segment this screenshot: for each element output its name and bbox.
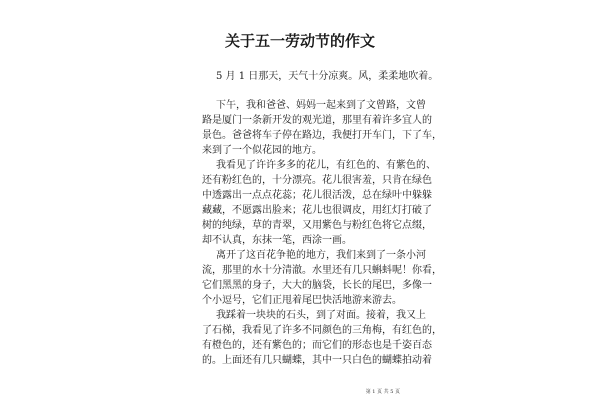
paragraph-line: 树的纯绿，草的青翠，又用紫色与粉红色将它点缀， <box>202 220 432 231</box>
paragraph-line: 下午，我和爸爸、妈妈一起来到了文曾路，文曾 <box>216 100 426 111</box>
paragraph-line: 个小逗号，它们正甩着尾巴快活地游来游去。 <box>202 295 402 306</box>
document-title: 关于五一劳动节的作文 <box>224 32 375 50</box>
paragraph-line: 中透露出一点点花蕊；花儿很活泼，总在绿叶中躲躲 <box>202 190 432 201</box>
paragraph-line: 我踩着一块块的石头，到了对面。接着，我又上 <box>216 310 426 321</box>
paragraph-line: 我看见了许许多多的花儿，有红色的、有紫色的、 <box>216 160 436 171</box>
paragraph-line: 了石梯，我看见了许多不同颜色的三角梅，有红色的， <box>202 325 442 336</box>
paragraph-line: 流，那里的水十分清澈。水里还有几只蝌蚪呢！你看， <box>202 265 442 276</box>
paragraph-line: 离开了这百花争艳的地方，我们来到了一条小河 <box>216 250 426 261</box>
paragraph-line: 它们黑黑的身子，大大的脑袋，长长的尾巴，多像一 <box>202 280 432 291</box>
paragraph-line: 还有粉红色的，十分漂亮。花儿很害羞，只肯在绿色 <box>202 175 432 186</box>
paragraph-line: 却不认真，东抹一笔，西涂一画。 <box>202 235 352 246</box>
paragraph-line: 景色。爸爸将车子停在路边，我便打开车门，下了车， <box>202 130 442 141</box>
paragraph-line: 有橙色的，还有紫色的；而它们的形态也是千姿百态 <box>202 340 432 351</box>
paragraph-line: 的。上面还有几只蝴蝶，其中一只白色的蝴蝶拍动着 <box>202 355 432 366</box>
intro-line: 5 月 1 日那天，天气十分凉爽。风，柔柔地吹着。 <box>216 71 439 82</box>
page-footer: 第 1 页 共 5 页 <box>365 389 400 395</box>
paragraph-line: 路是厦门一条新开发的观光道，那里有着许多宜人的 <box>202 115 432 126</box>
paragraph-line: 藏藏，不愿露出脸来；花儿也很调皮，用红灯打破了 <box>202 205 432 216</box>
paragraph-line: 来到了一个似花园的地方。 <box>202 145 322 156</box>
